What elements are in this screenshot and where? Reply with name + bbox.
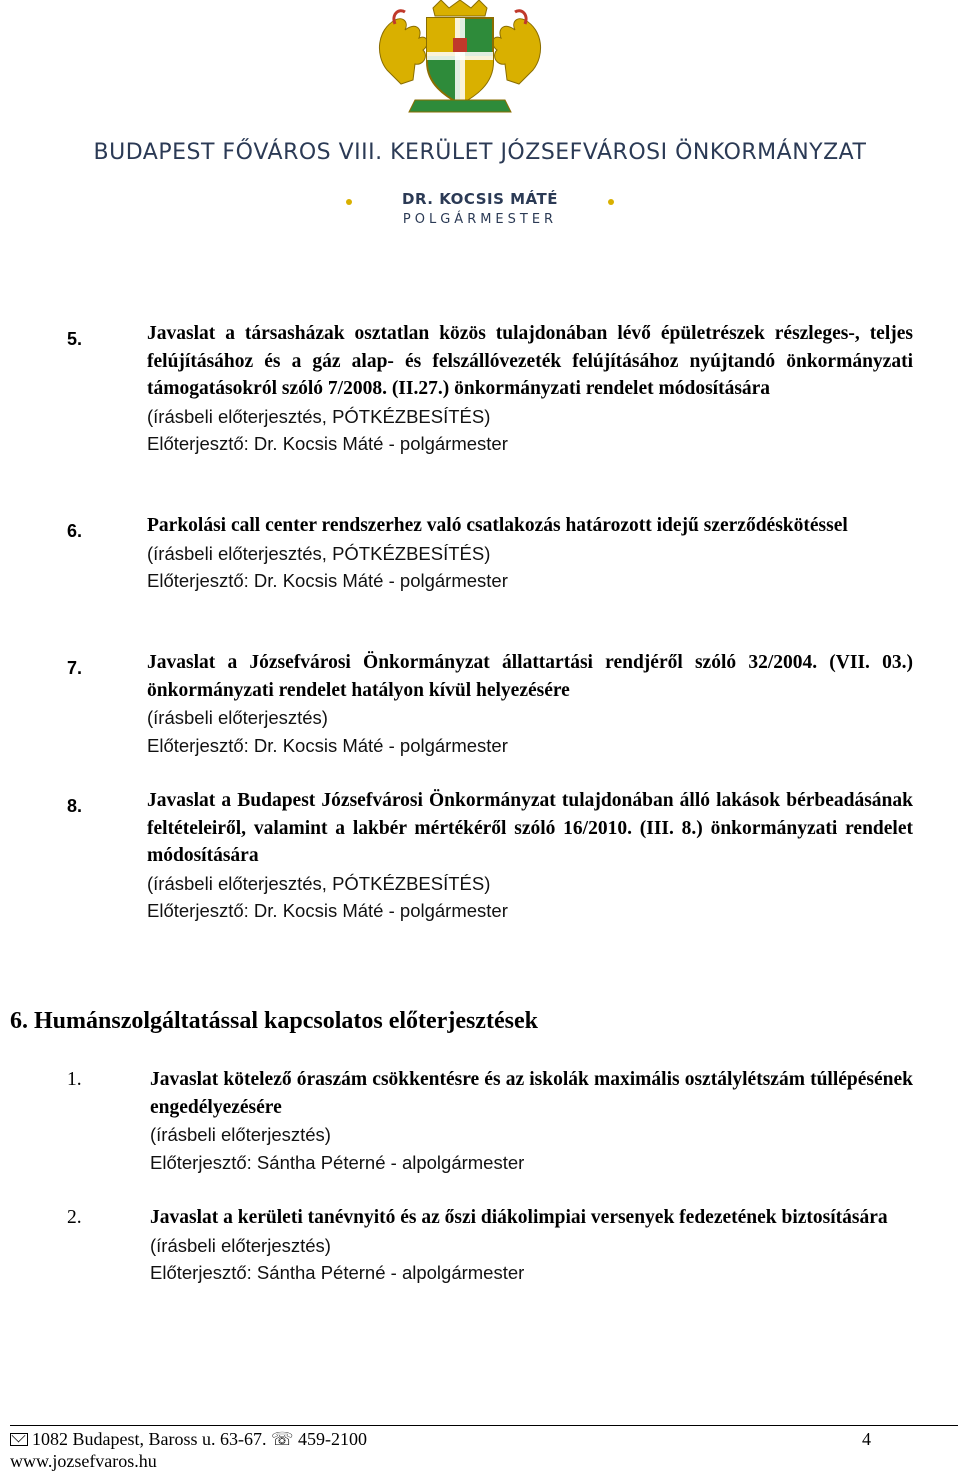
coat-of-arms-logo [365,0,555,118]
footer-website[interactable]: www.jozsefvaros.hu [10,1451,157,1471]
agenda-item-number: 8. [67,796,83,816]
telephone-icon: ☏ [270,1429,294,1449]
envelope-icon [10,1433,28,1446]
page-number: 4 [862,1429,871,1449]
agenda-item [67,320,913,458]
agenda-item [67,649,913,759]
agenda-item-title: Parkolási call center rendszerhez való csatlakozás határozott idejű szerződéskötéssel [147,515,848,536]
footer-address: 1082 Budapest, Baross u. 63-67. [32,1429,267,1449]
footer [10,1428,950,1472]
agenda-item-presenter: Előterjesztő: Sántha Péterné - alpolgármester [150,1262,525,1283]
agenda-item-title: Javaslat a kerületi tanévnyitó és az őszi diákolimpiai versenyek fedezetének biztosítására [150,1207,888,1228]
agenda-item-presenter: Előterjesztő: Dr. Kocsis Máté - polgármester [147,900,508,921]
mayor-title: POLGÁRMESTER [402,212,558,227]
agenda-item-title: Javaslat kötelező óraszám csökkentésre és az iskolák maximális osztálylétszám túllépésének engedélyezésére [150,1069,913,1118]
agenda-item [67,512,913,595]
agenda-item-number: 5. [67,329,83,349]
agenda-item-title: Javaslat a társasházak osztatlan közös tulajdonában lévő épületrészek részleges-, teljes felújításához és a gáz alap- és felszállóvezeték felújításához nyújtandó önkormányzati támogatásokról szóló 7/2008. (II.27.) önkormányzati rendelet módosítására [147,323,913,399]
agenda-item-type: (írásbeli előterjesztés) [147,707,328,728]
agenda-item-type: (írásbeli előterjesztés, PÓTKÉZBESÍTÉS) [147,542,491,564]
footer-contact-line [10,1428,950,1450]
agenda-item-type: (írásbeli előterjesztés) [150,1234,331,1256]
agenda-item-title: Javaslat a Budapest Józsefvárosi Önkormányzat tulajdonában álló lakások bérbeadásának feltételeiről, valamint a lakbér mértékéről szóló 16/2010. (III. 8.) önkormányzati rendelet módosítására [147,790,913,866]
agenda-item-type: (írásbeli előterjesztés) [150,1124,331,1145]
agenda-item-presenter: Előterjesztő: Sántha Péterné - alpolgármester [150,1151,525,1173]
agenda-item-number: 1. [67,1069,82,1090]
mayor-name: DR. KOCSIS MÁTÉ [402,190,558,208]
agenda-item-presenter: Előterjesztő: Dr. Kocsis Máté - polgármester [147,734,508,756]
organization-name: BUDAPEST FŐVÁROS VIII. KERÜLET JÓZSEFVÁROSI ÖNKORMÁNYZAT [93,140,867,165]
agenda-item-number: 2. [67,1207,82,1228]
agenda-item-presenter: Előterjesztő: Dr. Kocsis Máté - polgármester [147,433,508,454]
agenda-item-presenter: Előterjesztő: Dr. Kocsis Máté - polgármester [147,570,508,591]
section-heading: 6. Humánszolgáltatással kapcsolatos előterjesztések [10,1008,538,1034]
footer-divider [10,1425,958,1426]
agenda-item [67,1066,913,1176]
agenda-item [67,1204,913,1287]
agenda-item-number: 7. [67,658,83,678]
agenda-item-type: (írásbeli előterjesztés, PÓTKÉZBESÍTÉS) [147,872,491,894]
footer-phone: 459-2100 [298,1429,367,1449]
agenda-item-type: (írásbeli előterjesztés, PÓTKÉZBESÍTÉS) [147,405,491,427]
mayor-block [0,190,960,230]
agenda-item-title: Javaslat a Józsefvárosi Önkormányzat állattartási rendjéről szóló 32/2004. (VII. 03.) önkormányzati rendelet hatályon kívül helyezésére [147,652,913,701]
agenda-item-number: 6. [67,521,83,541]
agenda-item [67,787,913,925]
